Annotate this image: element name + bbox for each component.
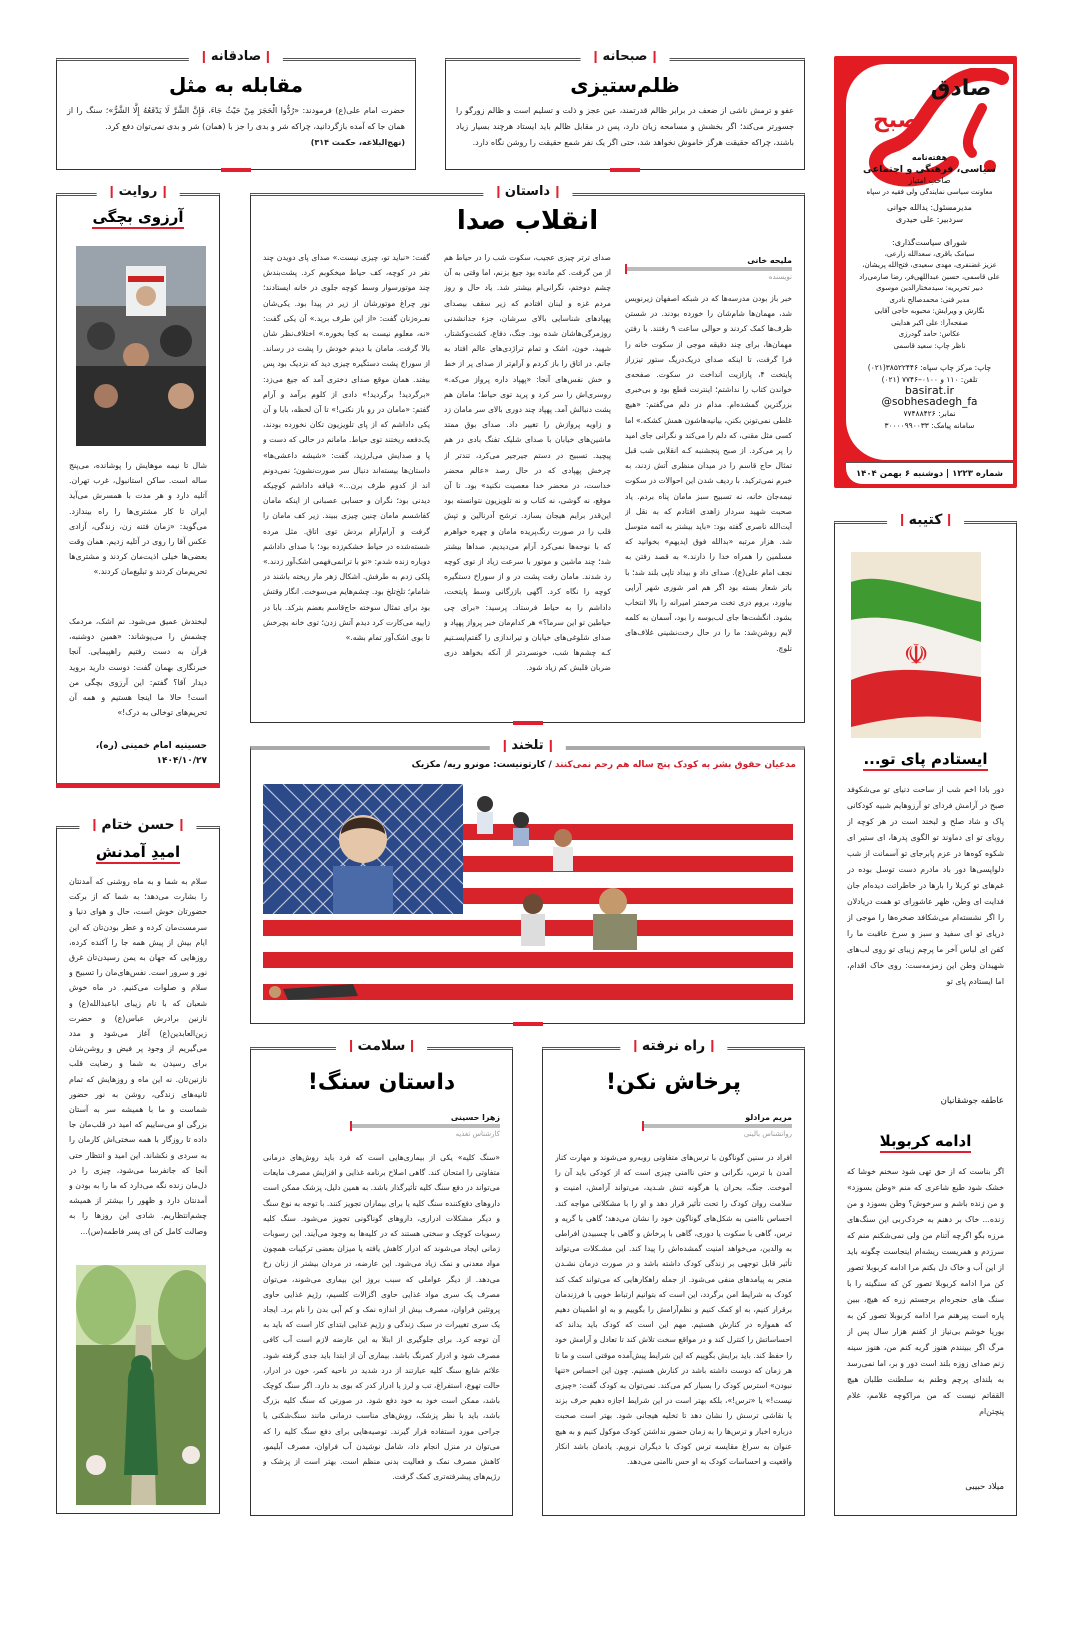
website-link[interactable]: basirat.ir <box>904 384 955 397</box>
poem-body: اگر بناست که از حق تهی شود سخنم خوشا که خشک شود طبع شاعری که منم «وطن بسوزد» و من زنده باشم و سرخوش؟ وطن بسوزد و من زنده... خاک بر دهنم به خردک‌ربی این سنگ‌های مرزه بگو اگرچه آتنام من ولی نمی‌شکنم منم که سرزدم و همریست ریشه‌ام اینجاست چگونه باید از این آب و خاک دل بکنم مرا ادامه کربوبلا تصور کن مرا ادامه کربوبلا تصور کن که سنگینه را با سنگ های حنجره‌ام برجستم زره که هیچ، ببین پاره است پیرهنم مرا ادامه کربوبلا تصور کن به بوریا خوشم بی‌نیاز از کفنم هزار سال پس از مرگ اگر ببینندم هنوز گریه کنم من، هنوز سینه زنم صدای زوزه بلند است دور و بر، اما نمی‌رسد به بلندای پرچم وطنم به سلطنت طلبان هیچ القفاتم نیست که من مراکوچه غلامم، غلام پنچتن‌ام <box>847 1167 1004 1416</box>
article-source: (نهج‌البلاغه، حکمت ۳۱۴) <box>310 138 405 147</box>
staff-line: نگارش و ویرایش: محبوبه حاجی آقایی <box>874 307 985 315</box>
phone-info: تلفن: ۱۱۰ و ۰۱۰۰–۷۷۴۶ (۰۲۱) <box>881 374 978 384</box>
article-body: گفت: «نباید تو، چیزی نیست.» صدای پای دویدن چند نفر در کوچه، کف حیاط میخکوبم کرد. پشت‌بندش چند موتورسوار وسط کوچه جلوی در خانه ایستادند؛ نور چراغ موتورشان از زیر در پیدا بود. یکی‌شان نعـره‌زنان گفت: «از این طرف برید.» آن یکی گفت: «نه، معلوم نیست به کجا بخوره.» اختلاف‌نظر شان بالا گرفت. مامان با دیدم خودش را پشت در رساند. از سوراخ پشت دستگیره چیزی دید که نزدیک بود پس بیفتد. همان موقع صدای دختری آمد که جیغ می‌زد: «برگردید! برگردید!» دادی از کلوم برآمد و آرام گفتم: «مامان در رو باز نکنی!» تا آن لحظه، بابا و آن یکی داداشم که از پای تلویزیون تکان نخورده بودند، یک‌دفعه ریختند توی حیاط. مامانم در حالی که دست و پا و صدایش می‌لرزید، گفت: «شیشه داعشی‌ها» داستان‌ها بیسته‌اند دنبال سر صورت‌نشون؛ نمی‌دونم اند از کدوم طرف برن...» قیافه داداشم کوچیکه دیدنی بود؛ نگران و حسابی عصبانی از اینکه مامان کفاشسم مامان چنین چیزی ببیند. زیر کف مامان را گرفت و آرام‌آرام بردش توی اتاق. مثل مرده شسته‌شده در حیاط خشکم‌زده بود؛ با صدای داداشم دوباره زنده شدم: «تو با ترانمی‌فهمی اشک‌آور زدند.» پلکی زدم به طرفش. اشکال زهر مار ریخته باشند در شامام؛ تلخ‌تلخ بود. چشم‌هایم می‌سوخت. انگار وقتش بود برای تمثال سوخته حاج‌قاسم بغضم بترکد. بابا در زاییه می‌کارت کرد دیدم آتش زدن؛ توی خانه بچرخش تا بوی اشک‌آور تمام بشه.» <box>263 253 430 643</box>
managing-director: مدیرمسئول: یدالله جوانی <box>887 203 972 212</box>
byline-rule <box>642 1124 792 1128</box>
article-body: شال تا نیمه موهایش را پوشانده، می‌پنج ساله است. ساکن استانبول، غرب تهران. آتلیه دارد و هر مدت با همسرش می‌آید ایران تا کار مشتری‌ها را راه بیندازد. می‌گوید: «زمان فتنه زن، زندگی، آزادی عکس آقا را روی در آتلیه زدیم. همان وقت بعضی‌ها خیلی اذیت‌مان کردند و مشتری‌ها تحریم‌مان کردند و تبلیغ‌مان کردند.» <box>69 461 207 577</box>
svg-text:☫: ☫ <box>903 638 929 671</box>
policy-council-line: سیامک باقری، سعدالله زارعی، <box>884 249 975 258</box>
article-title: پرخاش نکن! <box>606 1070 741 1095</box>
dastan-section <box>250 184 805 723</box>
section-label: سلامت <box>336 1038 428 1054</box>
staff-line: دبیر تحریریه: سیدمختارالدین موسوی <box>876 284 983 292</box>
salamat-section <box>250 1038 513 1516</box>
section-label: داستان <box>483 184 572 199</box>
article-title: داستان سنگ! <box>307 1070 456 1095</box>
source-place: حسینیه امام خمینی (ره)، <box>95 741 207 751</box>
byline-rule <box>350 1124 500 1128</box>
social-handle[interactable]: @sobhesadegh_fa <box>881 395 978 408</box>
crowd-photo <box>76 246 206 446</box>
caption-separator: / <box>545 760 555 770</box>
license-holder: معاونت سیاسی نمایندگی ولی فقیه در سپاه <box>866 187 993 196</box>
article-title: انقلاب صدا <box>456 206 599 236</box>
policy-council-label: شورای سیاست‌گذاری: <box>892 238 967 247</box>
katibe-section <box>834 512 1017 1516</box>
article-body: صدای ترتر چیزی عجیب، سکوت شب را در حیاط هم از من گرفت. کم مانده بود جیغ بزنم، اما وقتی به آن چشم دوختم، نگرانی‌ام بیشتر شد. یاد حال و روز مردم غزه و لبنان افتادم که زیر سقف بیصدای پهپادهای شناسایی بالای سرشان، جزء جدانشدنی روزمرگی‌هاشان شده بود. جنگ، دفاع، کشت‌وکشتار، شهید، خون، اشک و تمام تراژدی‌های عالم افتاد به جانم. در اتاق را باز کردم و آرام‌تر از صدای پر از خط و خش نفس‌های آنجا: «پهپاد داره پرواز می‌که.» روسری‌اش را سر کرد و پرید توی حیاط؛ مامان هم پشت دنبالش آمد. پهپاد چند دوری بالای سر مامان زد و زاویه پروازش را تغییر داد. صدای بوق ممتد ماشین‌های خیابان با صدای شلیک تفنگ بادی در هم پیچید. تسبیح در دستم جیرجیر می‌کرد، تندتر از چرخش پهپادی که در حال رصد «عالم محضر خداست، در محضر خدا معصیت نکنید» بود. تا آن موقع، نه گوشی، نه کتاب و نه تلویزیون نتوانسته بود این‌قدر برایم هیجان بسازد. ترشح آدرنالین و تپش قلب را در صورت رنگ‌پریده مامان و چهره خواهرم که با نوحه‌ها نمی‌کرد آرام می‌دیدیم. صداها بیشتر شد؛ چند ماشین و موتور با سرعت زیاد از توی کوچه رد شدند. مامان رفت پشت در و از سوراخ دستگیره کوچه را نگاه کرد. آگهی بازرگانی وسط پایتخت، داداشم را به حیاط فرستاد. پرسید: «برای چی حیاطین‌ تو این سرما؟» هر کدام‌مان خبر پرواز پهپاد و صدای شلوغی‌های خیابان و تیراندازی را گفتم‌ایسـتیم کـه چشم‌ها شب، خونسردتر از آنکه بخواهد دری ضربان قلبش کم زیاد شود. <box>444 253 611 673</box>
talkhand-section <box>250 738 805 1024</box>
print-info: چاپ: مرکز چاپ سپاه: ۳۸۵۲۲۴۴۶(۰۲۱) <box>867 363 992 372</box>
article-body: «سنگ کلیه» یکی از بیماری‌هایی است که فرد باید روش‌های درمانی متفاوتی را امتحان کند. گاهی اصلاح برنامه غذایی و افزایش مصرف مایعات می‌تواند در دفع سنگ کلیه تأثیرگذار باشد. به همین دلیل، پزشک ممکن است داروهای دفع‌کننده سنگ کلیه یا برای بیماران تجویز کنند. با توجه به نوع سنگ و دیگر مشکلات ادراری، داروهای گوناگونی تجویز می‌شود. سنگ کلیه رسوبات کوچک و سختی هستند که در کلیه‌ها به وجود می‌آیند. این رسوبات زمانی ایجاد می‌شوند که ادرار کاهش یافته یا میزان بعضی ترکیبات همچون مواد معدنی و نمک زیاد می‌شود. این عارضه، در مردان بیشتر از زنان رخ می‌دهد. از دیگر عواملی که سبب بروز این بیماری می‌شوند، می‌توان مصرف یک سری مواد غذایی حاوی اگزالات کلسیم، رژیم غذایی حاوی پروتئین فراوان، مصرف بیش از اندازه نمک و کم آبی بدن را نام برد. ایجاد یک سری تغییرات در سبک زندگی و رژیم غذایی ابتدای کار است که باید به آن توجه کرد. برای جلوگیری از ابتلا به این عارضه لازم است آب کافی مصرف شود و ادرار کمرنگ باشد. بیماری آن از ابتدا باید جدی گرفته شود. علائم شایع سنگ کلیه عبارتند از درد شدید در ناحیه کمر، خون در ادرار، حالت تهوع، استفراغ، تب و لرز یا ادرار کدر که بوی بد دارد. اگر سنگ کوچک باشد، ممکن است خود به خود دفع شود. در صورتی که سنگ کلیه بزرگ باشد، باید با نظر پزشک، روش‌های مناسب درمانی مانند سنگ‌شکنی یا جراحی مورد استفاده قرار گیرند. توصیه‌هایی برای دفع سنگ کلیه را که می‌توان در منزل انجام داد، شامل نوشیدن آب فراوان، مصرف آبلیمو، کاهش مصرف نمک و فعالیت بدنی منظم است. بهتر است از پزشک و رژیم‌های پیشرفته‌تری کمک گرفت. <box>263 1153 500 1482</box>
article-title: ظلم‌ستیزی <box>570 73 680 97</box>
section-label: کتیبه <box>887 512 965 528</box>
sobhane-section <box>445 49 805 170</box>
cartoon-image <box>263 784 793 1018</box>
iran-flag-photo <box>851 552 981 738</box>
revayat-section <box>56 184 220 783</box>
staff-line: عکاس: حامد گودرزی <box>898 330 961 338</box>
section-label: صبحانه <box>581 49 670 64</box>
source-date: ۱۴۰۴/۱۰/۲۷ <box>156 756 207 766</box>
sadeghane-section <box>56 49 416 170</box>
section-label: راه نرفته <box>620 1038 727 1054</box>
article-title: مقابله به مثل <box>168 73 304 97</box>
staff-line: مدیر فنی: محمدصالح نادری <box>889 295 970 304</box>
red-marker <box>513 721 543 725</box>
red-marker <box>610 168 640 172</box>
policy-council-line: علی قاسمی، حسین عبداللهی‌فر، رضا صارمی‌راد <box>859 272 1000 281</box>
section-label: روایت <box>97 184 180 199</box>
author-name: ملیحه خانی <box>747 256 792 265</box>
red-marker <box>221 168 251 172</box>
red-marker <box>513 1022 543 1026</box>
editor-in-chief: سردبیر: علی حیدری <box>895 214 964 224</box>
article-title: امیدِ آمدنش <box>96 843 180 864</box>
hosn-khatam-section <box>56 817 220 1514</box>
publication-subtitle: سیاسی، فرهنگی و اجتماعی <box>863 163 996 175</box>
article-column <box>625 250 792 690</box>
article-body: عفو و ترمش ناشی از ضعف در برابر ظالم قدرتمند، عین عجز و ذلت و تسلیم است و ظالم زورگو را جسورتر می‌کند؛ اگر بخشش و مسامحه زیان دارد، پس در مقابل ظالم باید ایستاد هرچند بسیار زیاد باشند، چراکه حقیقت هرگز خاموش نخواهد شد، حتی اگر یک نفر شمع حقیقت را روشن نگاه دارد. <box>456 106 794 147</box>
article-body: سلام به شما و به ماه روشنی که آمدنتان را بشارت می‌دهد؛ به شما که از برکت حضورتان خوش است، حال و هوای دنیا و سرمست‌مان کرده و عطر بودن‌تان که این ایام بیش از پیش همه جا را آکنده کرده، روزهایی که جهان به یمن رسیدن‌تان غرق نور و سرور است. نفس‌های‌مان را تسبیح و سلام و صلوات می‌کنیم. در ماه خوش شعبان که با نام زیبای اباعبدالله(ع) و نازنین برادرش عباس(ع) و حضرت زین‌العابدین(ع) آغاز می‌شود و مدد می‌گیریم از وجود پر فیض و روشن‌شان برای رسیدن به شما و رضایت قلب نازنین‌تان. نه این ماه و روزهایش که تمام ثانیه‌های زندگی، روشن به نور حضور شماست و ما با همیشه سر به آستان بزرگی او می‌ساییم که امید در قلب‌مان جا داده تا روزگار با همه سختی‌اش کارمان را به سردی و نکشاند. این امید و انتظار حتی آنجا که جانفرسا می‌شود، چیزی را در دل‌مان زنده نگه می‌دارد که ما را به بودن و آمدنتان دارد و ظهور را بیشتر از همیشه چشم‌انتظاریم. شادی این روزها را به وصالت کامل کن ای پسر فاطمه(س)... <box>69 877 207 1236</box>
masthead <box>834 56 1017 488</box>
article-columns <box>263 250 792 690</box>
issue-info: شماره ۱۲۲۳ | دوشنبه ۶ بهمن ۱۴۰۴ <box>846 462 1013 484</box>
cartoon-caption <box>412 760 796 770</box>
section-label: تلخند <box>489 738 565 753</box>
article-column <box>444 250 611 690</box>
logo-subtext: صادق <box>930 76 992 101</box>
logo-main-text: صبح <box>872 108 920 133</box>
author-name: مریم مرادلو <box>745 1113 792 1122</box>
author-role: کارشناس تغذیه <box>455 1130 500 1138</box>
garden-illustration <box>76 1265 206 1505</box>
masthead-panel <box>846 64 1013 460</box>
poem-body: دور بادا اخم شب از ساحت دنیای تو می‌شکوفد صبح در آرامش فردای تو آرزوهایم شبیه کودکانی پاک و شاد صلح و لبخند است در هر کوچه از رویای تو ای دماوند تو الگوی پدرها، ای ستیر ای شکوه کوه‌ها در عزم پابرجای تو آسمانت از شب دلواپسی‌ها دور باد مادرم دست توسل بوده در غم‌های تو کربلا را بارها در خاطراتت دیده‌ام جان فدایت ای وطن، ظهر عاشورای تو همت دریادلان را اگر نشسته‌ام می‌شکافد صخره‌ها را موجی از دریای تو ای سفید و سبز و سرخ عاقبت ما را کفن ای لباس آخر ما پرچم زیبای تو روی لب‌های شهیدان وطن این زمزمه‌ست: روی خاک اقدام، اما ایستادم پای تو <box>847 785 1004 986</box>
article-body: افراد در سنین گوناگون با ترس‌های متفاوتی روبه‌رو می‌شوند و مهارت کنار آمدن با ترس، نگرانی و حتی ناامنی چیزی است که از کودکی باید آن را آموخت. جنگ، بحران یا هرگونه تنش شـدید، می‌تواند آرامش، امنیت و سلامت روان کودک را تحت تأثیر قرار دهد و او را با مشکلاتی مواجه کند. احساس ناامنی به شکل‌های گوناگون خود را نشان می‌دهد؛ گاهی با گریه و ترس، گاهی با سکوت یا دوری، گاهی با پرخاش و گاهی با چسبیدن افراطی به والدین، می‌خواهد امنیت گمشده‌اش را پیدا کند. این مشـکلات می‌تواند تأثیر قابل توجهی بر زندگی کودک داشته باشد و در صورت درمان نشـدن منجر به پیامدهای منفی می‌شود. از جمله راهکارهایی که می‌تواند کمک کند کودک به شرایط امن برگردد، این است که بتوانیم ارتباط خوبی با فرزندمان برقرار کنیم، به او کمک کنیم و نظم‌آرامش را بگوییم و به او اطمینان دهیم که همواره در کنارش هستیم. مهم این است که کودک باید بداند که احساساتش را کنترل کند و در مواقع سخت تلاش کند تا تعادل و آرامش خود را حفظ کند. باید برایش بگوییم که این شرایط پیش‌آمده موقتی است و ما تا هر زمان که دوست داشته باشد در کنارش هستیم. چون این احساس «تنها نبودن» استرس کودک را بسیار کم می‌کند. نمی‌توان به کودک گفت: «چیزی نیست!» یا «ترس!»، بلکه بهتر است در این شرایط اجازه دهیم حرف بزند یا نقاشی ترسش را نشان دهد تا تخلیه هیجانی شود. بهتر است صحبت درباره اخبار و ترس‌ها را به زمان حضور نداشتن کودک موکول کنیم و به هیچ عنوان به سراغ مقایسه ترس کودک با دیگران نرویم. یادمان باشد انکار واقعیت و احساسات کودک به او حس ناامنی می‌دهد. <box>555 1153 792 1467</box>
poem-author: عاطفه جوشقانیان <box>940 1096 1004 1106</box>
author-name: زهرا حسینی <box>450 1113 500 1122</box>
author-role: نویسنده <box>768 273 792 281</box>
poem-title: ایستادم پای تو... <box>863 750 987 771</box>
article-body: لبخندش عمیق می‌شود. نم اشک، مردمک چشمش را می‌پوشاند: «همین دوشنبه، قرآن به دست رفتیم راهپیمایی. آنجا خبرنگاری بهمان گفت: دوست دارید بروید دیدار آقا؟ گفتم: این آرزوی بچگی من است! حالا ما اینجا هستیم و همه آن تحریم‌های توخالی به درک!» <box>69 617 207 718</box>
article-column <box>263 250 430 690</box>
policy-council-line: عزیز غضنفری، مهدی سعیدی، فتح‌الله پریشان، <box>862 261 997 269</box>
article-body: خبر باز بودن مدرسه‌ها که در شبکه اصفهان زیرنویس شد، مهمان‌ها شام‌شان را خورده بودند. در شستن ظرف‌ها کمک کردند و حوالی ساعت ۹ رفتند. با رفتن مهمان‌ها، برای چند دقیقه موجی از سکوت خانه را فرا گرفت، تا اینکه صدای دریک‌دریگ ستور تیزراز پایتخت ۴، پازازیت انداخت در سکوت. صفحه‌ی خواندن کتاب را نداشتم؛ اینترنت قطع بود و بی‌خبری بزرگترین گمشده‌ام. مدام در دلم می‌گفتم: «هیچ غلطی نمی‌تونن بکنن، بیانیه‌هاشون همش کشکه.» اما کسی مثل مقنی، که دلم را می‌کند و نگرانی جای امید را پر می‌کرد. از صبح پنجشنبه کـه انقلابی شب قبل تمثال حاج قاسم را در میدان منظری آتش زدند، به خبرم نمی‌ترکید. با ردیف شدن این احوالات در سکوت نیمه‌جان خانه، نه تسبیح سبز مامان پناه بردم. یاد صحبت شهید سردار زاهدی افتادم که به نقل از آیت‌الله ناصری گفته بود: «باید بیشتر به ائمه متوسل شد. هزار مرتبه «بدالله فوق ایدیهم» بخوانید که مسلمین را همراه خدا را دارند.» به قصد رفتن به نجف امام علی(ع). صدای داد و بیداد تاپی بلند شد؛ با باتر شعار بسته بود اگر هم امر شوری شهر آرایی بیاورد، بروم دری تخت مرحمتر امیرانه را بالا انتخاب بشود. انگشت‌ها جای لب‌بوسه را بود، آسمان به کلمه لایم روشن‌شد: ما را در حال رخت‌نشینی غلاف‌های تلوچ. <box>625 294 792 653</box>
byline-rule <box>625 267 792 271</box>
poem-author: میلاد حبیبی <box>965 1482 1004 1492</box>
fax-info: نمابر: ۷۷۴۸۸۴۲۶ <box>903 409 956 418</box>
red-divider <box>56 783 220 788</box>
staff-line: صفحه‌آرا: علی اکبر هدایتی <box>891 318 968 327</box>
article-title: آرزوی بچگی <box>92 208 183 229</box>
author-role: روانشناس بالینی <box>743 1130 792 1138</box>
section-label: صادقانه <box>189 49 283 64</box>
article-body: حضرت امام علی(ع) فرمودند: «رُدُّوا الْحَجَرَ مِنْ حَيْثُ جَاءَ، فَإِنَّ الشَّرَّ لَا يَدْفَعُهُ إِلَّا الشَّرُّ»؛ سنگ را از همان جا که آمده بازگردانید، چراکه شر و بدی را جز با (همان) شر و بدی نمی‌توان دفع کرد. <box>67 106 405 131</box>
publication-type: هفته‌نامه <box>911 153 948 162</box>
license-label: صاحب امتیاز <box>908 176 951 185</box>
caption-credit: کارتونیست: مونرو ریه/ مکزیک <box>411 760 546 770</box>
rah-narafte-section <box>542 1038 805 1516</box>
poem-title: ادامه کربوبلا <box>880 1132 972 1153</box>
staff-line: ناظر چاپ: سعید قاسمی <box>893 341 966 350</box>
caption-title: مدعیان حقوق بشر به کودک پنج ساله هم رحم نمی‌کنند <box>554 760 796 770</box>
sms-info: سامانه پیامک: ۳۰۰۰۰۹۹۰۰۳۳ <box>884 420 975 430</box>
section-label: حسن ختام <box>79 817 196 833</box>
